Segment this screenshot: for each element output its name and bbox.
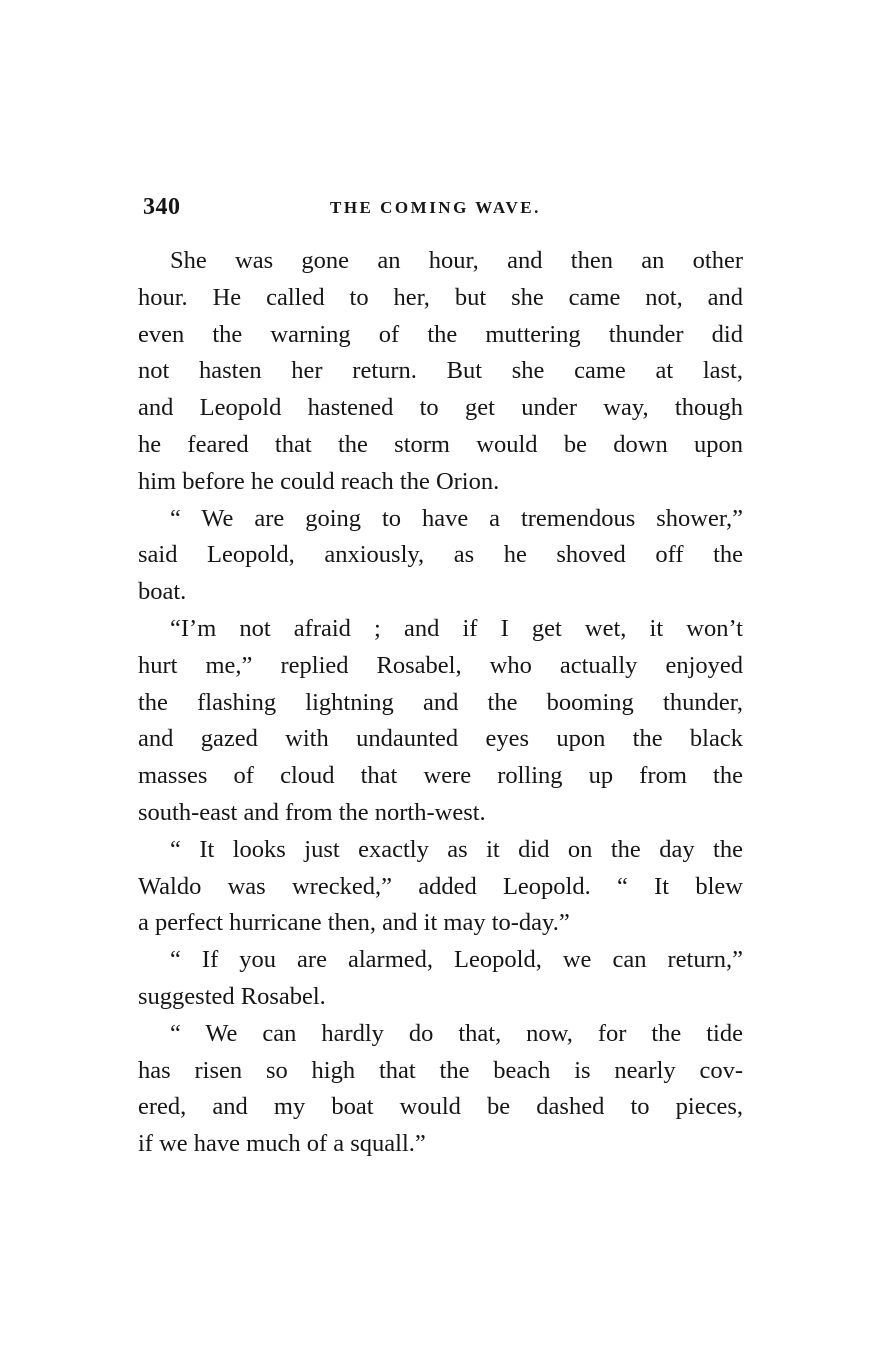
- text-line: has risen so high that the beach is nearly cov-: [138, 1056, 743, 1084]
- paragraph: [138, 942, 743, 1016]
- text-line: even the warning of the muttering thunder did: [138, 320, 743, 348]
- body-text: [138, 243, 743, 1163]
- text-line: not hasten her return. But she came at last,: [138, 357, 743, 385]
- text-line: ered, and my boat would be dashed to pieces,: [138, 1093, 743, 1121]
- text-line: “I’m not afraid ; and if I get wet, it won’t: [170, 614, 743, 642]
- paragraph: [138, 1016, 743, 1163]
- text-line: masses of cloud that were rolling up from the: [138, 762, 743, 790]
- paragraph: [138, 611, 743, 832]
- page-number: 340: [143, 194, 181, 220]
- text-line: the flashing lightning and the booming thunder,: [138, 688, 743, 716]
- text-line: “ It looks just exactly as it did on the day the: [170, 835, 743, 863]
- text-line: Waldo was wrecked,” added Leopold. “ It blew: [138, 872, 743, 900]
- text-line: “ If you are alarmed, Leopold, we can return,”: [170, 946, 743, 974]
- text-line: if we have much of a squall.”: [138, 1130, 426, 1158]
- paragraph: [138, 501, 743, 611]
- page-header: [143, 194, 743, 226]
- text-line: and Leopold hastened to get under way, though: [138, 394, 743, 422]
- text-line: and gazed with undaunted eyes upon the black: [138, 725, 743, 753]
- paragraph: [138, 243, 743, 501]
- running-title: THE COMING WAVE.: [330, 198, 541, 217]
- text-line: him before he could reach the Orion.: [138, 467, 500, 495]
- text-line: he feared that the storm would be down upon: [138, 430, 743, 458]
- text-line: “ We can hardly do that, now, for the tide: [170, 1019, 743, 1047]
- text-line: a perfect hurricane then, and it may to-day.”: [138, 909, 570, 937]
- text-line: hurt me,” replied Rosabel, who actually enjoyed: [138, 651, 743, 679]
- text-line: She was gone an hour, and then an other: [170, 247, 743, 274]
- text-line: hour. He called to her, but she came not, and: [138, 283, 743, 311]
- text-line: south-east and from the north-west.: [138, 798, 486, 826]
- text-line: said Leopold, anxiously, as he shoved off the: [138, 541, 743, 569]
- text-line: suggested Rosabel.: [138, 982, 326, 1010]
- text-line: “ We are going to have a tremendous shower,”: [170, 504, 743, 532]
- paragraph: [138, 832, 743, 942]
- text-line: boat.: [138, 578, 187, 606]
